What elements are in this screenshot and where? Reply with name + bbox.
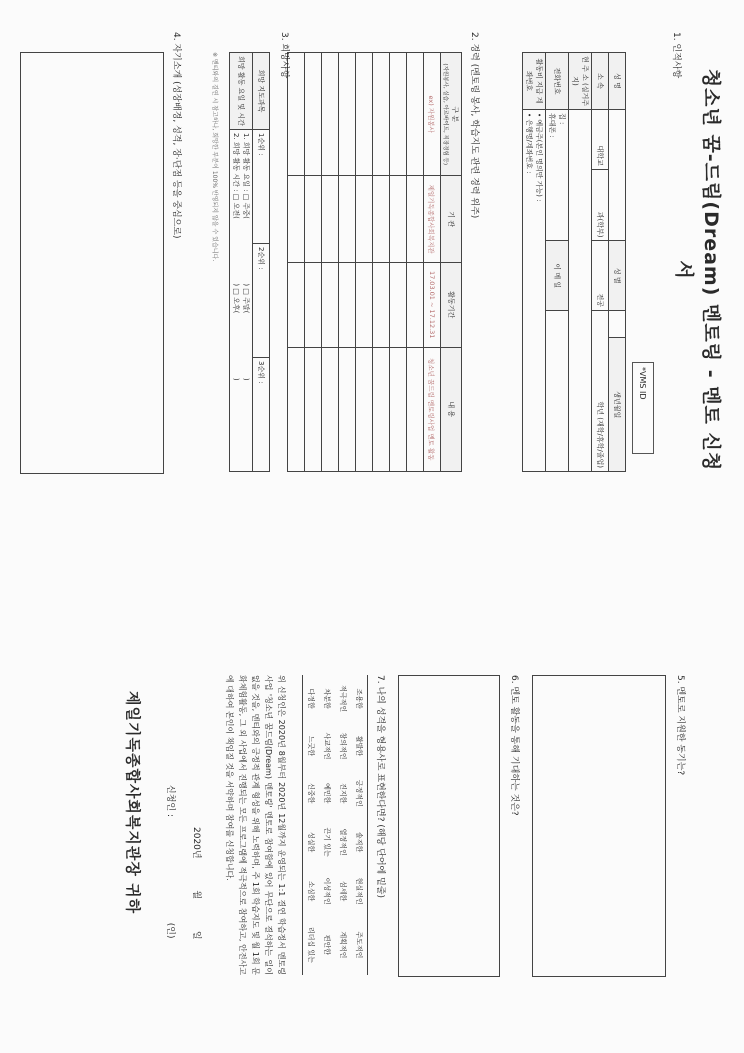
career-row-cell[interactable] [390, 176, 407, 262]
trait-word[interactable]: 섬세한 [339, 880, 347, 902]
career-row-cell[interactable] [322, 262, 339, 347]
subject-label: 희망 지도과목 [253, 53, 270, 130]
schedule-field[interactable] [230, 130, 253, 472]
career-row-cell[interactable] [288, 347, 305, 471]
career-col-content: 내 용 [441, 347, 462, 471]
gender-label: 성 별 [609, 241, 626, 311]
career-col-org: 기 관 [441, 176, 462, 262]
vms-id-box[interactable] [632, 362, 654, 454]
career-example-org: 제일기독종합사회복지관 [424, 176, 441, 262]
vms-id-label: *VMS ID [638, 367, 648, 400]
email-label: 이 메 일 [546, 241, 569, 311]
university-field[interactable]: 대학교 [592, 110, 609, 170]
career-row-cell[interactable] [339, 53, 356, 176]
trait-word[interactable]: 열정적인 [339, 828, 347, 856]
time-pref-afternoon: ) □ 오후( [232, 283, 240, 314]
time-pref-morning: 2. 희망 활동 시간 : □ 오전( [232, 133, 240, 219]
trait-word[interactable]: 진지한 [339, 783, 347, 804]
career-col-period: 활동기간 [441, 262, 462, 347]
career-row-cell[interactable] [356, 176, 373, 262]
trait-row [351, 675, 368, 975]
trait-word[interactable]: 느긋한 [307, 735, 315, 757]
career-row-cell[interactable] [407, 262, 424, 347]
trait-word[interactable]: 사교적인 [323, 732, 331, 760]
section-7-heading: 7. 나의 성격을 형용사로 표현한다면? (해당 단어에 밑줄) [375, 675, 385, 898]
career-row-cell[interactable] [390, 262, 407, 347]
home-phone-line: 집 : [558, 113, 566, 125]
affiliation-label: 소 속 [592, 53, 609, 110]
trait-word[interactable]: 조용한 [355, 688, 363, 709]
grade-field[interactable]: 학년 (재학/휴학/졸업) [592, 311, 609, 472]
trait-table [302, 675, 368, 975]
career-row-cell[interactable] [356, 347, 373, 471]
rank1-field[interactable]: 1순위 : [253, 130, 270, 244]
career-row-cell[interactable] [305, 262, 322, 347]
career-row-cell[interactable] [288, 176, 305, 262]
date-day: 일 [191, 930, 201, 940]
date-month: 월 [191, 890, 201, 900]
section-2-heading: 2. 경력 (멘토링 봉사, 학습지도 관련 경력 위주) [469, 32, 479, 219]
name-label: 성 명 [609, 53, 626, 110]
mobile-phone-line: 휴대폰 : [548, 113, 556, 138]
email-field[interactable] [546, 311, 569, 472]
date-year: 2020년 [191, 827, 201, 859]
trait-word[interactable]: 이성적인 [323, 877, 331, 905]
trait-word[interactable]: 예민한 [323, 783, 331, 804]
section-5-heading: 5. 멘토로 지원한 동기는? [675, 675, 685, 776]
trait-word[interactable]: 편안한 [323, 934, 331, 956]
day-pref-weekend: ) □ 주말( [242, 283, 250, 314]
career-example-content: 청소년 꿈드림 멘토링사업 멘토 활동 [424, 347, 441, 471]
trait-word[interactable]: 계획적인 [339, 931, 347, 959]
phone-field[interactable] [546, 110, 569, 241]
trait-word[interactable]: 현실적인 [355, 877, 363, 905]
form-left-page [0, 0, 744, 526]
fee-account-label: 활동비 지급 계좌번호 [523, 53, 546, 110]
preference-note: ※ 멘티와의 결연 시 참고하나, 희망한 부분이 100% 반영되지 않을 수 있습니다. [211, 52, 218, 262]
phone-label: 전화번호 [546, 53, 569, 110]
day-pref-line [241, 133, 251, 468]
trait-word[interactable]: 솔직한 [355, 832, 363, 853]
section-1-heading: 1. 인적사항 [671, 32, 681, 79]
career-row-cell[interactable] [288, 262, 305, 347]
career-row-cell[interactable] [339, 262, 356, 347]
career-row-cell[interactable] [322, 176, 339, 262]
gender-field[interactable] [609, 311, 626, 338]
career-row-cell[interactable] [407, 53, 424, 176]
section-3-heading: 3. 희망사항 [279, 32, 289, 79]
applicant-label: 신청인 : [165, 785, 175, 817]
trait-word[interactable]: 소심한 [307, 880, 315, 902]
career-row-cell[interactable] [390, 53, 407, 176]
career-row-cell[interactable] [373, 176, 390, 262]
trait-row [319, 675, 335, 975]
trait-word[interactable]: 리더십 있는 [307, 926, 315, 963]
career-row-cell[interactable] [373, 262, 390, 347]
section-4-heading: 4. 자기소개 (성장배경, 성격, 장·단점 등을 중심으로) [171, 32, 181, 239]
trait-word[interactable]: 활발한 [355, 735, 363, 757]
form-title: 청소년 꿈-드림(Dream) 멘토링 - 멘토 신청서 [673, 68, 722, 472]
motivation-box[interactable] [532, 675, 666, 977]
trait-word[interactable]: 신중한 [307, 783, 315, 804]
rank2-field[interactable]: 2순위 : [253, 244, 270, 358]
trait-word[interactable]: 차분한 [323, 688, 331, 709]
preference-table [229, 52, 270, 472]
trait-word[interactable]: 긍정적인 [355, 779, 363, 807]
career-example-kind: ex) 자원봉사 [424, 53, 441, 176]
personal-info-table [522, 52, 626, 472]
pledge-text: 위 신청인은 2020년 8월부터 2020년 12월까지 운영되는 1:1 결연 학습정서 멘토링사업 '청소년 꿈드림(Dream) 멘토링' 멘토로 참여함에 있어 무단으로 결석하는 일이 없을 것을, 멘티와의 긍정적 관계 형성을 위해 노력하며, 주 1회 학습지도 및 월 1회 문화체험활동, 그 외 사업에서 진행되는 모든 프로그램에 적극적으로 참여하고, 안전사고에 대하여 본인이 책임질 것을 서약하며 참여를 신청합니다. [225, 675, 286, 975]
career-row-cell[interactable] [356, 53, 373, 176]
trait-word[interactable]: 창의적인 [339, 732, 347, 760]
major-field[interactable]: 전공 [592, 241, 609, 311]
account-holder-line: • 예금주(본인 명의만 가능) : [535, 113, 543, 202]
career-table [287, 52, 462, 472]
career-row-cell[interactable] [339, 347, 356, 471]
time-pref-line [231, 133, 241, 468]
section-6-heading: 6. 멘토 활동을 통해 기대하는 것은? [509, 675, 519, 816]
career-row-cell[interactable] [407, 347, 424, 471]
address-field[interactable] [569, 110, 592, 472]
career-col-kind [441, 53, 462, 176]
trait-row [335, 675, 351, 975]
career-row-cell[interactable] [322, 347, 339, 471]
career-col-kind-label: 구 분 [451, 106, 459, 123]
rank3-field[interactable]: 3순위 : [253, 358, 270, 472]
career-row-cell[interactable] [322, 53, 339, 176]
day-pref-close: ) [242, 377, 250, 381]
bank-account-line: • 은행명/계좌번호 : [525, 113, 533, 174]
address-label: 현 주 소 (실거주지) [569, 53, 592, 110]
career-example-period: 17.03.01 ~ 17.12.31 [424, 262, 441, 347]
career-row-cell[interactable] [356, 262, 373, 347]
career-row-cell[interactable] [390, 347, 407, 471]
expectation-box[interactable] [398, 675, 500, 977]
fee-account-field[interactable] [523, 110, 546, 472]
trait-row [303, 675, 320, 975]
career-col-kind-sub: (자원봉사, 실습, 아르바이트, 직장경험 등) [442, 63, 448, 165]
dept-field[interactable]: 과(학부) [592, 169, 609, 241]
career-row-cell[interactable] [305, 53, 322, 176]
self-intro-box[interactable] [20, 52, 164, 474]
day-pref-weekday: 1. 희망 활동 요일 : □ 주중( [242, 133, 250, 219]
career-row-cell[interactable] [305, 176, 322, 262]
form-right-page [0, 527, 744, 1053]
career-row-cell[interactable] [373, 53, 390, 176]
trait-word[interactable]: 성실한 [307, 832, 315, 853]
applicant-line [165, 785, 178, 938]
trait-word[interactable]: 다정한 [307, 688, 315, 709]
trait-word[interactable]: 적극적인 [339, 685, 347, 713]
birth-label: 생년월일 [609, 338, 626, 472]
trait-word[interactable]: 끈기 있는 [323, 827, 331, 857]
name-field[interactable] [609, 110, 626, 241]
career-row-cell[interactable] [305, 347, 322, 471]
applicant-seal: (인) [165, 922, 175, 939]
footer-recipient: 제일기독종합사회복지관장 귀하 [124, 691, 142, 915]
trait-word[interactable]: 주도적인 [355, 931, 363, 959]
schedule-label: 희망 활동 요일 및 시간 [230, 53, 253, 130]
career-row-cell[interactable] [407, 176, 424, 262]
career-row-cell[interactable] [339, 176, 356, 262]
time-pref-close: ) [232, 377, 240, 381]
career-row-cell[interactable] [373, 347, 390, 471]
date-line [191, 827, 204, 940]
